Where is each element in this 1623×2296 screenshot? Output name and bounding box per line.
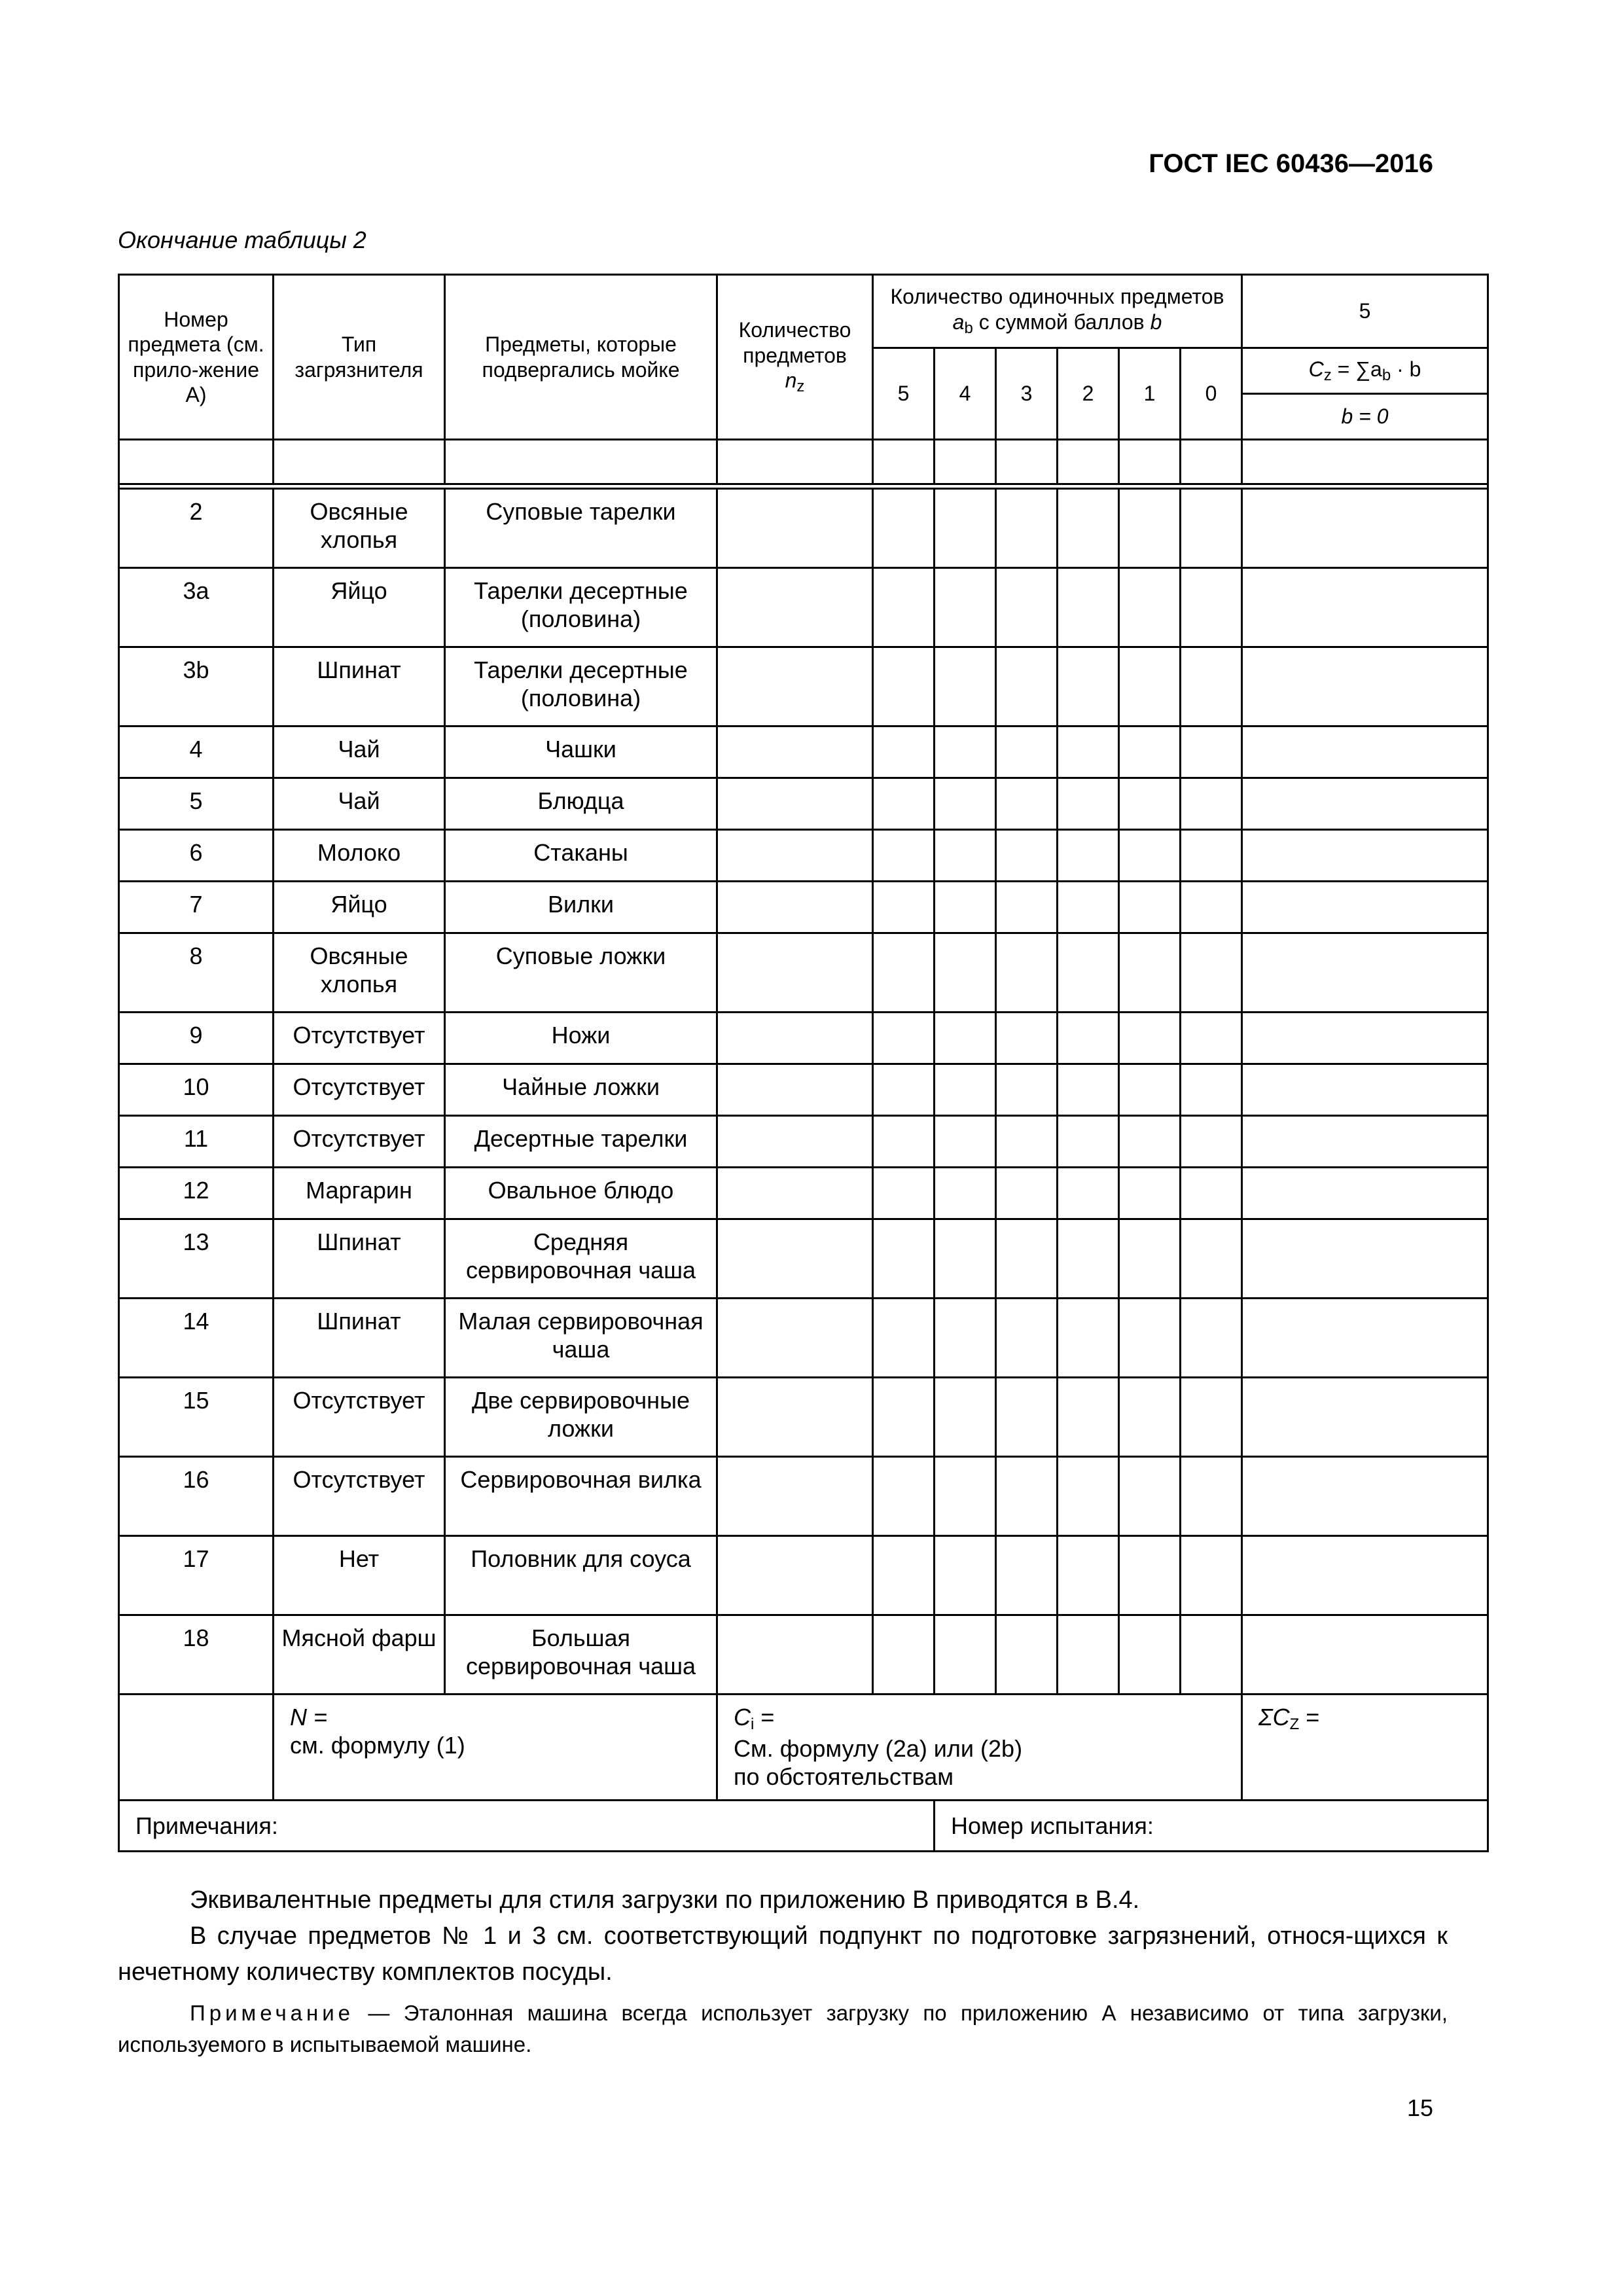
- empty-cell: [1242, 1168, 1488, 1219]
- empty-cell: [1119, 933, 1181, 1013]
- table-caption: Окончание таблицы 2: [118, 226, 366, 253]
- empty-cell: [873, 1116, 935, 1168]
- item-name-cell: Суповые тарелки: [445, 489, 717, 568]
- empty-cell: [873, 1013, 935, 1064]
- empty-cell: [935, 647, 996, 726]
- empty-cell: [1058, 489, 1119, 568]
- header-blank: [873, 440, 935, 484]
- empty-cell: [717, 726, 873, 778]
- empty-cell: [1119, 830, 1181, 882]
- empty-cell: [996, 1615, 1058, 1695]
- soil-type-cell: Шпинат: [274, 647, 445, 726]
- empty-cell: [996, 1168, 1058, 1219]
- empty-cell: [1181, 1536, 1242, 1615]
- empty-cell: [1058, 933, 1119, 1013]
- empty-cell: [996, 1299, 1058, 1378]
- header-single-b: b: [1150, 310, 1162, 334]
- empty-cell: [1242, 1299, 1488, 1378]
- header-score-5: 5: [873, 348, 935, 440]
- empty-cell: [873, 1615, 935, 1695]
- empty-cell: [996, 882, 1058, 933]
- note-text: — Эталонная машина всегда использует загрузку по приложению А независимо от типа загрузки, используемого в испытываемой машине.: [118, 2001, 1448, 2056]
- empty-cell: [935, 726, 996, 778]
- summary-ci-line2: См. формулу (2a) или (2b): [734, 1734, 1023, 1762]
- empty-cell: [1058, 1219, 1119, 1299]
- header-blank: [1181, 440, 1242, 484]
- empty-cell: [935, 1219, 996, 1299]
- footer-notes: Примечания:: [119, 1801, 935, 1852]
- summary-n-line2: см. формулу (1): [290, 1732, 465, 1759]
- empty-cell: [1119, 1536, 1181, 1615]
- empty-cell: [1242, 1615, 1488, 1695]
- soil-type-cell: Яйцо: [274, 568, 445, 647]
- empty-cell: [935, 1457, 996, 1536]
- soil-type-cell: Нет: [274, 1536, 445, 1615]
- header-single-post: с суммой баллов: [972, 310, 1150, 334]
- empty-cell: [1058, 647, 1119, 726]
- header-blank: [119, 440, 274, 484]
- item-name-cell: Половник для соуса: [445, 1536, 717, 1615]
- header-blank: [1119, 440, 1181, 484]
- item-no-cell: 13: [119, 1219, 274, 1299]
- table-row: [119, 882, 1488, 933]
- empty-cell: [935, 933, 996, 1013]
- empty-cell: [873, 1299, 935, 1378]
- empty-cell: [996, 778, 1058, 830]
- soil-type-cell: Шпинат: [274, 1299, 445, 1378]
- empty-cell: [1119, 1299, 1181, 1378]
- item-no-cell: 8: [119, 933, 274, 1013]
- empty-cell: [1181, 726, 1242, 778]
- item-no-cell: 6: [119, 830, 274, 882]
- summary-sum-sub: Z: [1289, 1715, 1300, 1733]
- empty-cell: [873, 882, 935, 933]
- empty-cell: [996, 830, 1058, 882]
- header-score-0: 0: [1181, 348, 1242, 440]
- empty-cell: [1181, 568, 1242, 647]
- formula-c-sub: z: [1323, 366, 1332, 384]
- soil-type-cell: Шпинат: [274, 1219, 445, 1299]
- paragraph: Эквивалентные предметы для стиля загрузки по приложению В приводятся в В.4.: [190, 1886, 1140, 1914]
- empty-cell: [717, 1219, 873, 1299]
- header-score-2: 2: [1058, 348, 1119, 440]
- empty-cell: [1242, 1536, 1488, 1615]
- empty-cell: [935, 1378, 996, 1457]
- empty-cell: [1119, 1378, 1181, 1457]
- empty-cell: [717, 778, 873, 830]
- empty-cell: [1181, 882, 1242, 933]
- empty-cell: [1242, 778, 1488, 830]
- empty-cell: [1181, 1116, 1242, 1168]
- empty-cell: [717, 1299, 873, 1378]
- table-row: [119, 489, 1488, 568]
- empty-cell: [1058, 830, 1119, 882]
- empty-cell: [1181, 647, 1242, 726]
- empty-cell: [873, 647, 935, 726]
- empty-cell: [935, 1064, 996, 1116]
- empty-cell: [1058, 882, 1119, 933]
- header-count-symbol: n: [785, 368, 797, 392]
- empty-cell: [717, 1615, 873, 1695]
- empty-cell: [717, 1168, 873, 1219]
- soil-type-cell: Отсутствует: [274, 1013, 445, 1064]
- table-row: [119, 830, 1488, 882]
- header-blank: [717, 440, 873, 484]
- soil-type-cell: Овсяные хлопья: [274, 933, 445, 1013]
- empty-cell: [1058, 1536, 1119, 1615]
- soil-type-cell: Отсутствует: [274, 1116, 445, 1168]
- item-no-cell: 16: [119, 1457, 274, 1536]
- empty-cell: [873, 1378, 935, 1457]
- header-formula-cz: [1242, 348, 1488, 394]
- empty-cell: [717, 1013, 873, 1064]
- empty-cell: [1119, 1219, 1181, 1299]
- summary-n-line1: N =: [290, 1704, 328, 1731]
- item-no-cell: 14: [119, 1299, 274, 1378]
- item-no-cell: 3a: [119, 568, 274, 647]
- empty-cell: [1119, 778, 1181, 830]
- note-label: Примечание: [190, 2001, 355, 2025]
- empty-cell: [935, 1013, 996, 1064]
- empty-cell: [1058, 1064, 1119, 1116]
- empty-cell: [1119, 1064, 1181, 1116]
- empty-cell: [873, 1457, 935, 1536]
- empty-cell: [1119, 1168, 1181, 1219]
- header-blank: [445, 440, 717, 484]
- table-row: [119, 726, 1488, 778]
- item-name-cell: Стаканы: [445, 830, 717, 882]
- header-single-items: [873, 275, 1242, 348]
- empty-cell: [935, 882, 996, 933]
- soil-type-cell: Маргарин: [274, 1168, 445, 1219]
- header-soil-type: Тип загрязнителя: [274, 275, 445, 440]
- item-name-cell: Малая сервировочная чаша: [445, 1299, 717, 1378]
- empty-cell: [1242, 882, 1488, 933]
- empty-cell: [1242, 647, 1488, 726]
- formula-mid: = ∑a: [1331, 357, 1382, 381]
- empty-cell: [717, 882, 873, 933]
- empty-cell: [996, 1378, 1058, 1457]
- item-no-cell: 2: [119, 489, 274, 568]
- item-name-cell: Средняя сервировочная чаша: [445, 1219, 717, 1299]
- table-row: [119, 647, 1488, 726]
- table-row: [119, 1064, 1488, 1116]
- item-no-cell: 9: [119, 1013, 274, 1064]
- soil-type-cell: Мясной фарш: [274, 1615, 445, 1695]
- header-blank: [1242, 440, 1488, 484]
- summary-ci: [717, 1695, 1242, 1801]
- empty-cell: [935, 778, 996, 830]
- item-no-cell: 4: [119, 726, 274, 778]
- empty-cell: [1242, 1457, 1488, 1536]
- summary-sum-sigma: ΣC: [1258, 1704, 1290, 1731]
- table-row: [119, 1168, 1488, 1219]
- empty-cell: [935, 489, 996, 568]
- empty-cell: [873, 1168, 935, 1219]
- table-row: [119, 933, 1488, 1013]
- item-name-cell: Тарелки десертные (половина): [445, 568, 717, 647]
- empty-cell: [1242, 1013, 1488, 1064]
- header-count-label: Количество предметов: [738, 318, 851, 367]
- item-no-cell: 15: [119, 1378, 274, 1457]
- empty-cell: [1242, 830, 1488, 882]
- empty-cell: [1058, 1299, 1119, 1378]
- empty-cell: [1242, 933, 1488, 1013]
- empty-cell: [1242, 1219, 1488, 1299]
- summary-blank: [119, 1695, 274, 1801]
- summary-sum-eq: =: [1299, 1704, 1320, 1731]
- header-score-4: 4: [935, 348, 996, 440]
- item-name-cell: Чайные ложки: [445, 1064, 717, 1116]
- soil-type-cell: Овсяные хлопья: [274, 489, 445, 568]
- empty-cell: [1119, 1615, 1181, 1695]
- table-row: [119, 778, 1488, 830]
- table-row: [119, 1013, 1488, 1064]
- table-row: [119, 1378, 1488, 1457]
- formula-mid-sub: b: [1382, 366, 1391, 384]
- empty-cell: [873, 489, 935, 568]
- item-name-cell: Большая сервировочная чаша: [445, 1615, 717, 1695]
- formula-c: C: [1308, 357, 1324, 381]
- table-row: [119, 1457, 1488, 1536]
- soil-type-cell: Отсутствует: [274, 1064, 445, 1116]
- empty-cell: [717, 1457, 873, 1536]
- table-row: [119, 1116, 1488, 1168]
- item-name-cell: Блюдца: [445, 778, 717, 830]
- formula-end: · b: [1391, 357, 1421, 381]
- empty-cell: [717, 489, 873, 568]
- summary-ci-sub: i: [751, 1715, 755, 1733]
- empty-cell: [996, 489, 1058, 568]
- table-row: [119, 1219, 1488, 1299]
- item-no-cell: 5: [119, 778, 274, 830]
- empty-cell: [717, 830, 873, 882]
- header-formula-b0: b = 0: [1242, 394, 1488, 440]
- paragraph: В случае предметов № 1 и 3 см. соответствующий подпункт по подготовке загрязнений, относя-щихся к нечетному количеству комплектов посуды.: [118, 1922, 1448, 1986]
- empty-cell: [935, 1299, 996, 1378]
- item-no-cell: 3b: [119, 647, 274, 726]
- page-number: 15: [1406, 2094, 1433, 2121]
- empty-cell: [717, 1064, 873, 1116]
- empty-cell: [873, 778, 935, 830]
- header-blank: [935, 440, 996, 484]
- item-no-cell: 12: [119, 1168, 274, 1219]
- empty-cell: [873, 933, 935, 1013]
- empty-cell: [1242, 1064, 1488, 1116]
- table-row: [119, 1299, 1488, 1378]
- empty-cell: [996, 1536, 1058, 1615]
- empty-cell: [1058, 726, 1119, 778]
- empty-cell: [935, 830, 996, 882]
- empty-cell: [873, 726, 935, 778]
- empty-cell: [1242, 489, 1488, 568]
- empty-cell: [1181, 489, 1242, 568]
- header-single-sub: b: [964, 319, 973, 337]
- header-separator: [119, 484, 1488, 489]
- item-no-cell: 18: [119, 1615, 274, 1695]
- item-name-cell: Суповые ложки: [445, 933, 717, 1013]
- empty-cell: [1119, 1116, 1181, 1168]
- item-no-cell: 7: [119, 882, 274, 933]
- empty-cell: [1242, 568, 1488, 647]
- empty-cell: [1181, 933, 1242, 1013]
- empty-cell: [996, 1064, 1058, 1116]
- empty-cell: [1181, 1013, 1242, 1064]
- header-single-pre: Количество одиночных предметов: [890, 285, 1224, 309]
- body-text: [118, 1882, 1448, 1990]
- item-name-cell: Чашки: [445, 726, 717, 778]
- header-items-washed: Предметы, которые подвергались мойке: [445, 275, 717, 440]
- empty-cell: [873, 1536, 935, 1615]
- empty-cell: [1242, 1116, 1488, 1168]
- summary-ci-c: C: [734, 1704, 751, 1731]
- item-name-cell: Сервировочная вилка: [445, 1457, 717, 1536]
- standard-designation: ГОСТ IEC 60436—2016: [1149, 149, 1433, 178]
- header-single-a: a: [952, 310, 965, 334]
- empty-cell: [1181, 1457, 1242, 1536]
- empty-cell: [873, 830, 935, 882]
- header-blank: [274, 440, 445, 484]
- empty-cell: [1119, 1013, 1181, 1064]
- empty-cell: [935, 568, 996, 647]
- item-name-cell: Тарелки десертные (половина): [445, 647, 717, 726]
- summary-ci-line3: по обстоятельствам: [734, 1763, 954, 1790]
- header-count-sub: z: [796, 377, 805, 395]
- empty-cell: [1058, 1457, 1119, 1536]
- soil-type-cell: Чай: [274, 778, 445, 830]
- empty-cell: [996, 1116, 1058, 1168]
- item-name-cell: Десертные тарелки: [445, 1116, 717, 1168]
- table-row: [119, 568, 1488, 647]
- item-no-cell: 11: [119, 1116, 274, 1168]
- header-score-1: 1: [1119, 348, 1181, 440]
- soil-type-cell: Отсутствует: [274, 1378, 445, 1457]
- empty-cell: [1181, 830, 1242, 882]
- header-blank: [1058, 440, 1119, 484]
- empty-cell: [935, 1168, 996, 1219]
- item-name-cell: Ножи: [445, 1013, 717, 1064]
- empty-cell: [1058, 1615, 1119, 1695]
- empty-cell: [717, 1116, 873, 1168]
- item-name-cell: Две сервировочные ложки: [445, 1378, 717, 1457]
- empty-cell: [1119, 568, 1181, 647]
- item-name-cell: Вилки: [445, 882, 717, 933]
- empty-cell: [717, 1378, 873, 1457]
- soil-type-cell: Чай: [274, 726, 445, 778]
- empty-cell: [935, 1615, 996, 1695]
- empty-cell: [717, 568, 873, 647]
- header-item-no: Номер предмета (см. прило-жение А): [119, 275, 274, 440]
- item-no-cell: 17: [119, 1536, 274, 1615]
- footer-test-no: Номер испытания:: [935, 1801, 1488, 1852]
- empty-cell: [1058, 1168, 1119, 1219]
- empty-cell: [1119, 647, 1181, 726]
- empty-cell: [1181, 1219, 1242, 1299]
- empty-cell: [1181, 1299, 1242, 1378]
- empty-cell: [717, 933, 873, 1013]
- empty-cell: [1181, 778, 1242, 830]
- empty-cell: [873, 1064, 935, 1116]
- header-last-top: 5: [1242, 275, 1488, 348]
- empty-cell: [717, 647, 873, 726]
- soil-type-cell: Отсутствует: [274, 1457, 445, 1536]
- empty-cell: [1181, 1168, 1242, 1219]
- summary-n: [274, 1695, 717, 1801]
- empty-cell: [935, 1536, 996, 1615]
- empty-cell: [996, 568, 1058, 647]
- empty-cell: [1181, 1064, 1242, 1116]
- empty-cell: [996, 1219, 1058, 1299]
- table-row: [119, 1536, 1488, 1615]
- empty-cell: [996, 933, 1058, 1013]
- table-row: [119, 1615, 1488, 1695]
- empty-cell: [1058, 1013, 1119, 1064]
- header-blank: [996, 440, 1058, 484]
- empty-cell: [996, 726, 1058, 778]
- soil-type-cell: Молоко: [274, 830, 445, 882]
- empty-cell: [1242, 1378, 1488, 1457]
- empty-cell: [873, 568, 935, 647]
- empty-cell: [1181, 1378, 1242, 1457]
- empty-cell: [1058, 1378, 1119, 1457]
- empty-cell: [1058, 1116, 1119, 1168]
- summary-sum: [1242, 1695, 1488, 1801]
- empty-cell: [1058, 778, 1119, 830]
- empty-cell: [1181, 1615, 1242, 1695]
- empty-cell: [1119, 882, 1181, 933]
- item-name-cell: Овальное блюдо: [445, 1168, 717, 1219]
- header-score-3: 3: [996, 348, 1058, 440]
- empty-cell: [996, 1013, 1058, 1064]
- empty-cell: [1119, 1457, 1181, 1536]
- empty-cell: [996, 647, 1058, 726]
- empty-cell: [1058, 568, 1119, 647]
- summary-ci-eq: =: [754, 1704, 775, 1731]
- results-table: [118, 274, 1489, 1852]
- empty-cell: [1119, 726, 1181, 778]
- header-count: [717, 275, 873, 440]
- empty-cell: [996, 1457, 1058, 1536]
- item-no-cell: 10: [119, 1064, 274, 1116]
- empty-cell: [935, 1116, 996, 1168]
- empty-cell: [1119, 489, 1181, 568]
- empty-cell: [1242, 726, 1488, 778]
- soil-type-cell: Яйцо: [274, 882, 445, 933]
- empty-cell: [873, 1219, 935, 1299]
- note: [118, 1998, 1448, 2060]
- empty-cell: [717, 1536, 873, 1615]
